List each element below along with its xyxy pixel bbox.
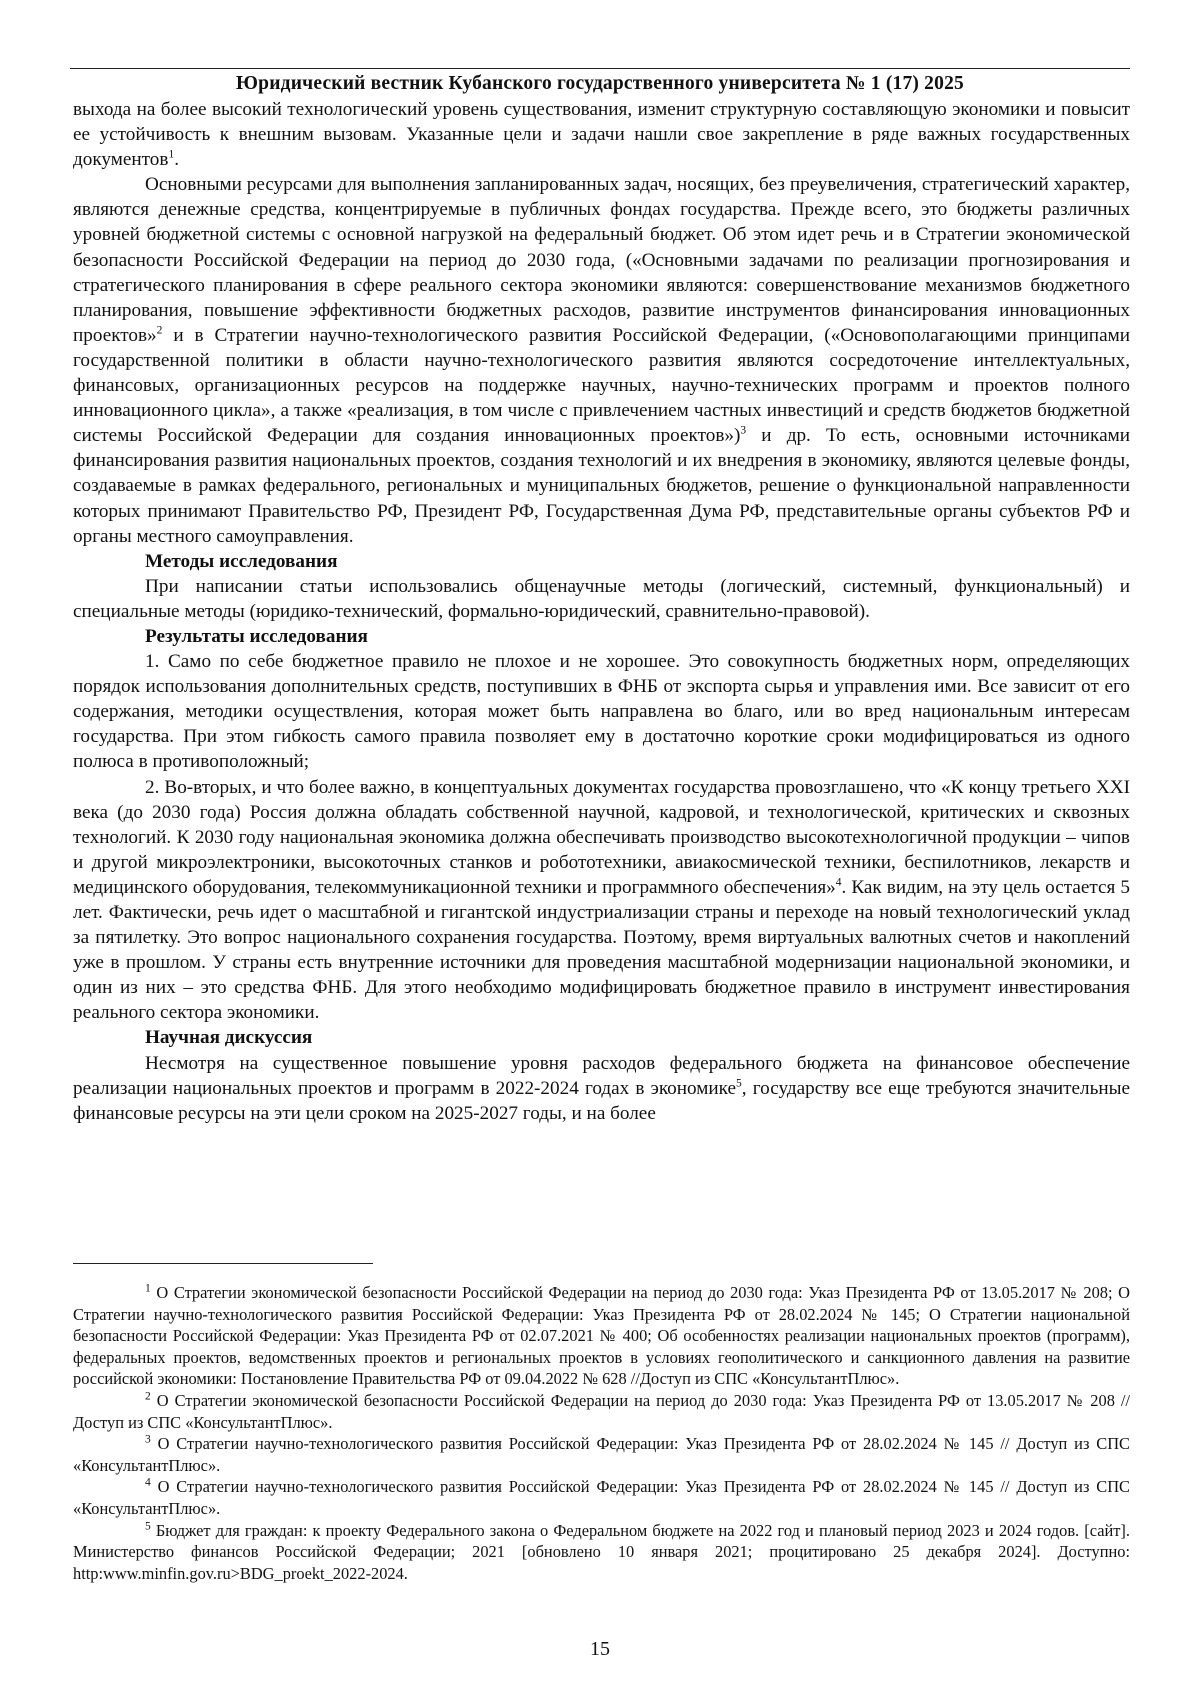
- paragraph: [73, 172, 1130, 548]
- footnote: [73, 1476, 1130, 1519]
- footnote-text: О Стратегии экономической безопасности Российской Федерации на период до 2030 года: Указ Президента РФ от 13.05.2017 № 208; О Стратегии научно-технологического развития Российской Федерации: Указ Президента РФ от 28.02.2024 № 145; О Стратегии национальной безопасности Российской Федерации: Указ Президента РФ от 02.07.2021 № 400; Об особенностях реализации национальных проектов (программ), федеральных проектов, ведомственных проектов и региональных проектов в условиях геополитического и санкционного давления на развитие российской экономики: Постановление Правительства РФ от 09.04.2022 № 628 //Доступ из СПС «КонсультантПлюс».: [73, 1283, 1130, 1389]
- paragraph: При написании статьи использовались общенаучные методы (логический, системный, функциональный) и специальные методы (юридико-технический, формально-юридический, сравнительно-правовой).: [73, 575, 1130, 622]
- footnote: [73, 1390, 1130, 1433]
- paragraph-text: Основными ресурсами для выполнения запланированных задач, носящих, без преувеличения, стратегический характер, являются денежные средства, концентрируемые в публичных фондах государства. Прежде всего, это бюджеты различных уровней бюджетной системы с основной нагрузкой на федеральный бюджет. Об этом идет речь и в Стратегии экономической безопасности Российской Федерации на период до 2030 года, («Основными задачами по реализации прогнозирования и стратегического планирования в сфере реального сектора экономики являются: совершенствование механизмов бюджетного планирования, повышение эффективности бюджетных расходов, развитие инструментов финансирования инновационных проектов»: [73, 174, 1130, 346]
- header-rule: [70, 68, 1130, 69]
- paragraph: 1. Само по себе бюджетное правило не плохое и не хорошее. Это совокупность бюджетных норм, определяющих порядок использования дополнительных средств, поступивших в ФНБ от экспорта сырья и управления ими. Все зависит от его содержания, методики осуществления, которая может быть направлена во благо, или во вред национальным интересам государства. При этом гибкость самого правила позволяет ему в достаточно короткие сроки модифицироваться из одного полюса в противоположный;: [73, 651, 1130, 773]
- footnote-number: 4: [145, 1476, 151, 1489]
- footnote-number: 3: [145, 1433, 151, 1446]
- footnote-ref[interactable]: 5: [736, 1077, 742, 1090]
- footnote-ref[interactable]: 3: [740, 424, 747, 437]
- running-header: Юридический вестник Кубанского государственного университета № 1 (17) 2025: [236, 73, 964, 94]
- paragraph-text: .: [174, 149, 180, 171]
- paragraph: [73, 775, 1130, 1026]
- paragraph-text: . Как видим, на эту цель остается 5 лет. Фактически, речь идет о масштабной и гигантской индустриализации страны и переходе на новый технологический уклад за пятилетку. Это вопрос национального сохранения государства. Поэтому, время виртуальных валютных счетов и накоплений уже в прошлом. У страны есть внутренние источники для проведения масштабной модернизации национальной экономики, и один из них – это средства ФНБ. Для этого необходимо модифицировать бюджетное правило в инструмент инвестирования реального сектора экономики.: [73, 876, 1130, 1024]
- footnote-ref[interactable]: 2: [156, 324, 163, 337]
- footnote-text: О Стратегии научно-технологического развития Российской Федерации: Указ Президента РФ от 28.02.2024 № 145 // Доступ из СПС «КонсультантПлюс».: [73, 1477, 1130, 1518]
- footnote-separator: [73, 1263, 373, 1264]
- paragraph-text: и в Стратегии научно-технологического развития Российской Федерации, («Основополагающими принципами государственной политики в области научно-технологического развития являются сосредоточение интеллектуальных, финансовых, организационных ресурсов на поддержке научных, научно-технических программ и проектов полного инновационного цикла», а также «реализация, в том числе с привлечением частных инвестиций и средств бюджетов бюджетной системы Российской Федерации для создания инновационных проектов»): [73, 324, 1130, 447]
- page-number: 15: [590, 1638, 610, 1660]
- paragraph-text: и др. То есть, основными источниками финансирования развития национальных проектов, создания технологий и их внедрения в экономику, являются целевые фонды, создаваемые в рамках федерального, региональных и муниципальных бюджетов, решение о функциональной направленности которых принимают Правительство РФ, Президент РФ, Государственная Дума РФ, представительные органы субъектов РФ и органы местного самоуправления.: [73, 425, 1130, 547]
- footnote-text: О Стратегии научно-технологического развития Российской Федерации: Указ Президента РФ от 28.02.2024 № 145 // Доступ из СПС «КонсультантПлюс».: [73, 1434, 1130, 1475]
- footnote: [73, 1433, 1130, 1476]
- paragraph: [73, 1051, 1130, 1126]
- footnote-number: 1: [145, 1282, 151, 1295]
- paragraph-text: , государству все еще требуются значительные финансовые ресурсы на эти цели сроком на 2025-2027 годы, и на более: [73, 1077, 1131, 1124]
- paragraph-text: 2. Во-вторых, и что более важно, в концептуальных документах государства провозглашено, что «К концу третьего XXI века (до 2030 года) Россия должна обладать собственной научной, кадровой, и технологической, критических и сквозных технологий. К 2030 году национальная экономика должна обеспечивать производство высокотехнологичной продукции – чипов и другой микроэлектроники, высокоточных станков и робототехники, авиакосмической техники, беспилотников, лекарств и медицинского оборудования, телекоммуникационной техники и программного обеспечения»: [73, 776, 1130, 898]
- article-body: [73, 97, 1130, 1126]
- footnote: [73, 1282, 1130, 1390]
- section-heading-methods: Методы исследования: [145, 550, 338, 572]
- section-heading-discussion: Научная дискуссия: [145, 1027, 313, 1049]
- paragraph-text: Несмотря на существенное повышение уровня расходов федерального бюджета на финансовое обеспечение реализации национальных проектов и программ в 2022-2024 годах в экономике: [73, 1052, 1130, 1099]
- footnotes: [73, 1282, 1130, 1584]
- paragraph: [73, 97, 1130, 172]
- footnote-text: О Стратегии экономической безопасности Российской Федерации на период до 2030 года: Указ Президента РФ от 13.05.2017 № 208 // Доступ из СПС «КонсультантПлюс».: [73, 1390, 1130, 1432]
- footnote-number: 2: [145, 1390, 151, 1403]
- footnote-ref[interactable]: 1: [168, 148, 175, 161]
- footnote-text: Бюджет для граждан: к проекту Федерального закона о Федеральном бюджете на 2022 год и плановый период 2023 и 2024 годов. [сайт]. Министерство финансов Российской Федерации; 2021 [обновлено 10 января 2021; процитировано 25 декабря 2024]. Доступно: http:www.minfin.gov.ru>BDG_proekt_2022-2024.: [73, 1520, 1130, 1583]
- section-heading-results: Результаты исследования: [145, 625, 368, 647]
- paragraph-text: выхода на более высокий технологический уровень существования, изменит структурную составляющую экономики и повысит ее устойчивость к внешним вызовам. Указанные цели и задачи нашли свое закрепление в ряде важных государственных документов: [73, 99, 1130, 171]
- footnote-ref[interactable]: 4: [835, 876, 842, 889]
- footnote-number: 5: [145, 1520, 151, 1533]
- footnote: [73, 1520, 1130, 1585]
